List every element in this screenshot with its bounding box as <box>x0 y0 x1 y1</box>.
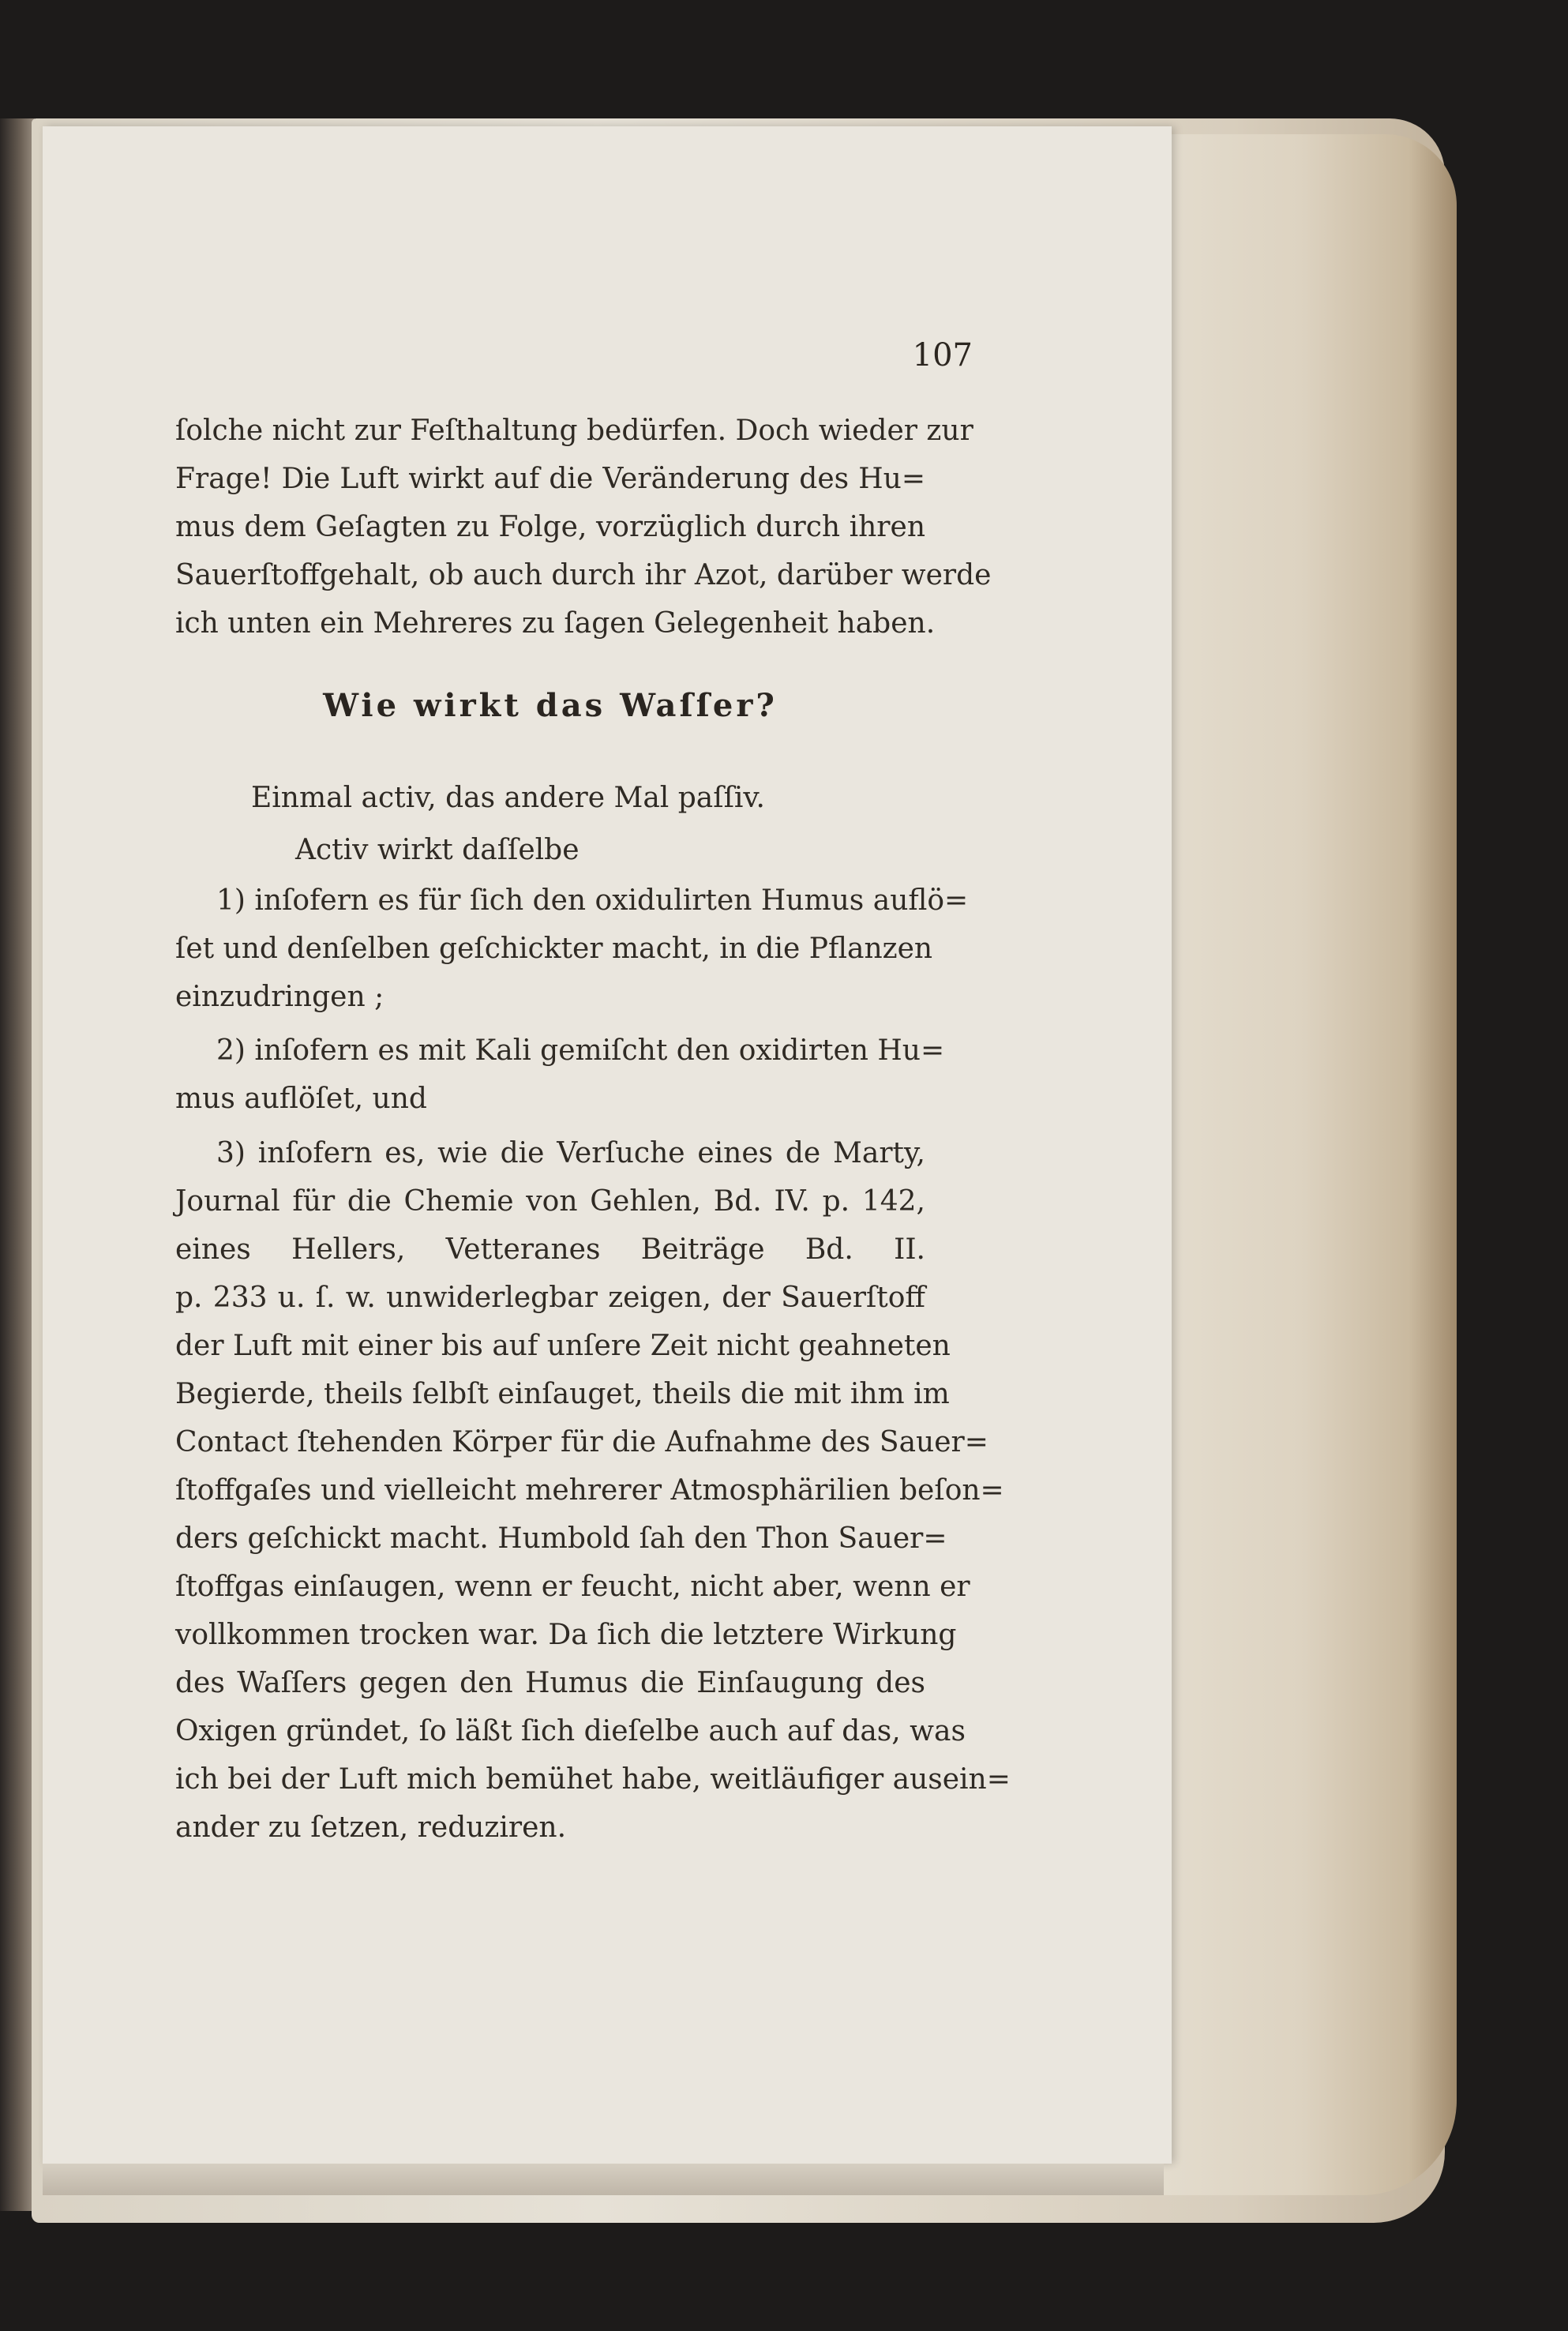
text-line: der Luft mit einer bis auf unſere Zeit nicht geahneten <box>175 1330 951 1362</box>
text-line: Frage! Die Luft wirkt auf die Veränderung des Hu= <box>175 463 925 495</box>
text-line: 3) inſofern es, wie die Verſuche eines de Marty, <box>216 1137 925 1169</box>
text-line: Activ wirkt daſſelbe <box>295 834 580 866</box>
paragraph-1 <box>175 407 992 648</box>
text-line: Contact ſtehenden Körper für die Aufnahme des Sauer= <box>175 1426 988 1458</box>
text-line: ander zu ſetzen, reduziren. <box>175 1811 567 1844</box>
page-stack-edge <box>43 2164 1164 2195</box>
text-line: mus dem Geſagten zu Folge, vorzüglich durch ihren <box>175 511 925 543</box>
page-number: 107 <box>912 337 973 373</box>
text-line: Journal für die Chemie von Gehlen, Bd. IV. p. 142, <box>175 1185 925 1218</box>
text-line: eines Hellers, Vetteranes Beiträge Bd. II. <box>175 1233 925 1266</box>
text-line: Einmal activ, das andere Mal paſſiv. <box>251 782 765 814</box>
text-line: Begierde, theils ſelbſt einſauget, theils die mit ihm im <box>175 1378 950 1410</box>
text-line: mus auflöſet, und <box>175 1083 427 1115</box>
text-line: ſtoffgas einſaugen, wenn er feucht, nicht aber, wenn er <box>175 1571 970 1603</box>
facing-page-edge <box>0 118 35 2211</box>
list-item-3 <box>175 1129 1011 1852</box>
list-item-2 <box>175 1027 945 1123</box>
text-line: ich bei der Luft mich bemühet habe, weitläufiger ausein= <box>175 1763 1011 1796</box>
text-line: p. 233 u. ſ. w. unwiderlegbar zeigen, der Sauerſtoff <box>175 1282 925 1314</box>
text-line: ſtoffgaſes und vielleicht mehrerer Atmosphärilien beſon= <box>175 1474 1004 1507</box>
text-line: Oxigen gründet, ſo läßt ſich dieſelbe auch auf das, was <box>175 1715 966 1747</box>
text-line: vollkommen trocken war. Da ſich die letztere Wirkung <box>175 1619 957 1651</box>
text-line: ders geſchickt macht. Humbold ſah den Thon Sauer= <box>175 1522 947 1555</box>
text-line: des Waſſers gegen den Humus die Einſaugung des <box>175 1667 925 1699</box>
text-line: ſolche nicht zur Feſthaltung bedürfen. Doch wieder zur <box>175 415 973 447</box>
text-line: 2) inſofern es mit Kali gemiſcht den oxidirten Hu= <box>216 1034 945 1067</box>
section-heading: Wie wirkt das Waſſer? <box>323 687 778 724</box>
text-line: 1) inſofern es für ſich den oxidulirten Humus auflö= <box>216 884 969 917</box>
underlying-page <box>1145 134 1457 2195</box>
text-line: einzudringen ; <box>175 981 384 1013</box>
list-item-1 <box>175 876 969 1021</box>
text-line: ſet und denſelben geſchickter macht, in die Pflanzen <box>175 933 933 965</box>
text-line: Sauerſtoffgehalt, ob auch durch ihr Azot, darüber werde <box>175 559 992 591</box>
intro-line <box>251 774 925 822</box>
text-line: ich unten ein Mehreres zu ſagen Gelegenheit haben. <box>175 607 936 640</box>
sub-intro-line <box>295 826 925 874</box>
